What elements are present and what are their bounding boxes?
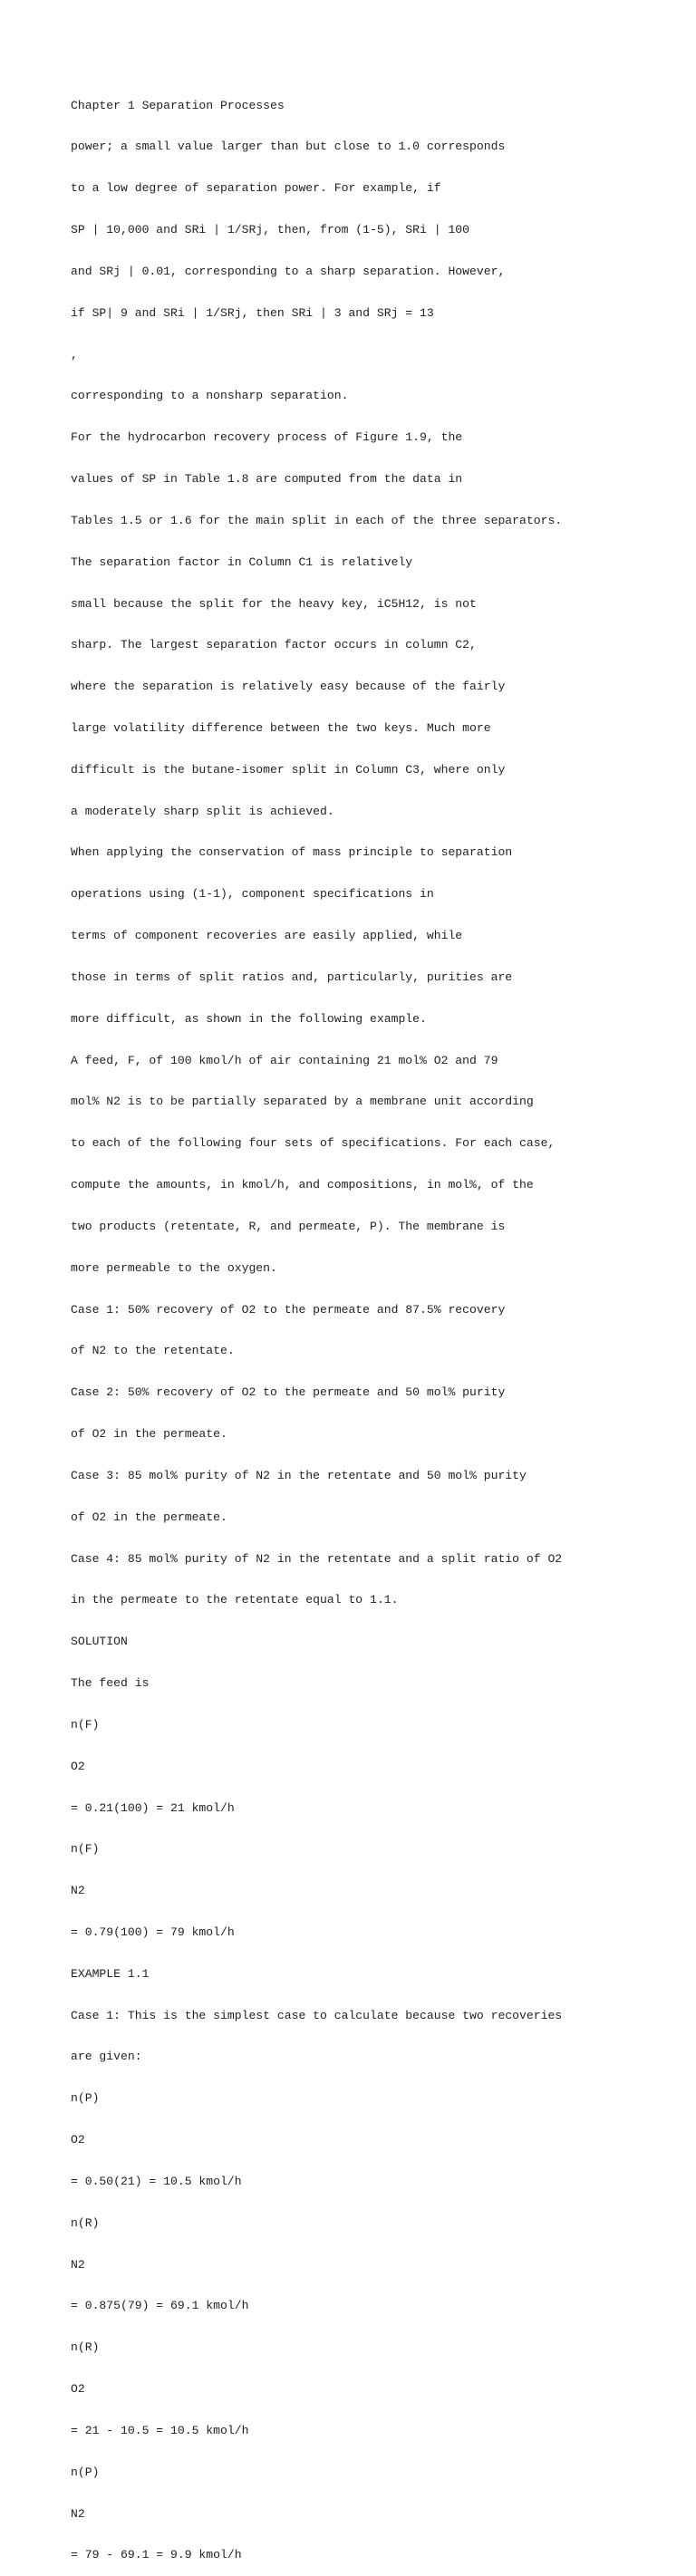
text-line: if SP| 9 and SRi | 1/SRj, then SRi | 3 and SRj = 13 — [71, 305, 434, 320]
text-line: two products (retentate, R, and permeate, P). The membrane is — [71, 1219, 506, 1233]
text-line: The separation factor in Column C1 is relatively — [71, 555, 413, 569]
text-line: small because the split for the heavy key, iC5H12, is not — [71, 596, 477, 611]
text-line: operations using (1-1), component specifications in — [71, 887, 434, 902]
text-line: Tables 1.5 or 1.6 for the main split in each of the three separators. — [71, 513, 563, 527]
text-line: Case 2: 50% recovery of O2 to the permeate and 50 mol% purity — [71, 1385, 506, 1400]
text-line: difficult is the butane-isomer split in Column C3, where only — [71, 762, 506, 777]
text-line: of O2 in the permeate. — [71, 1427, 227, 1442]
equation-line: = 0.50(21) = 10.5 kmol/h — [71, 2174, 242, 2188]
text-line: of N2 to the retentate. — [71, 1344, 235, 1358]
text-line: compute the amounts, in kmol/h, and compositions, in mol%, of the — [71, 1178, 534, 1192]
equation-line: O2 — [71, 1759, 85, 1773]
text-line: mol% N2 is to be partially separated by a membrane unit according — [71, 1095, 534, 1109]
text-line: those in terms of split ratios and, particularly, purities are — [71, 970, 513, 984]
example-label: EXAMPLE 1.1 — [71, 1966, 150, 1981]
text-line: a moderately sharp split is achieved. — [71, 804, 334, 818]
text-line: large volatility difference between the two keys. Much more — [71, 720, 491, 735]
text-line: more permeable to the oxygen. — [71, 1260, 277, 1275]
text-line: Case 1: This is the simplest case to calculate because two recoveries — [71, 2008, 563, 2022]
equation-line: n(R) — [71, 2215, 100, 2230]
equation-line: = 0.875(79) = 69.1 kmol/h — [71, 2299, 249, 2313]
text-line: power; a small value larger than but close to 1.0 corresponds — [71, 140, 506, 154]
equation-line: = 79 - 69.1 = 9.9 kmol/h — [71, 2548, 242, 2562]
equation-line: = 21 - 10.5 = 10.5 kmol/h — [71, 2423, 249, 2437]
text-line: values of SP in Table 1.8 are computed from the data in — [71, 472, 463, 487]
equation-line: N2 — [71, 1884, 85, 1898]
equation-line: O2 — [71, 2133, 85, 2147]
equation-line: n(R) — [71, 2340, 100, 2355]
chapter-header: Chapter 1 Separation Processes — [71, 98, 285, 112]
equation-line: N2 — [71, 2506, 85, 2521]
text-line: in the permeate to the retentate equal to 1.1. — [71, 1593, 399, 1607]
text-line: The feed is — [71, 1676, 150, 1691]
equation-line: O2 — [71, 2382, 85, 2397]
equation-line: = 0.21(100) = 21 kmol/h — [71, 1800, 235, 1815]
equation-line: n(F) — [71, 1717, 100, 1732]
equation-line: N2 — [71, 2257, 85, 2272]
equation-line: n(F) — [71, 1842, 100, 1857]
text-line: to a low degree of separation power. For example, if — [71, 181, 441, 196]
equation-line: = 0.79(100) = 79 kmol/h — [71, 1925, 235, 1939]
text-line: Case 1: 50% recovery of O2 to the permeate and 87.5% recovery — [71, 1302, 506, 1317]
equation-line: n(P) — [71, 2465, 100, 2479]
text-line: more difficult, as shown in the following example. — [71, 1011, 427, 1026]
text-line: corresponding to a nonsharp separation. — [71, 389, 349, 403]
text-line: Case 3: 85 mol% purity of N2 in the retentate and 50 mol% purity — [71, 1468, 527, 1482]
text-line: of O2 in the permeate. — [71, 1510, 227, 1524]
text-line: , — [71, 347, 78, 362]
text-line: and SRj | 0.01, corresponding to a sharp separation. However, — [71, 264, 506, 278]
text-line: sharp. The largest separation factor occurs in column C2, — [71, 638, 477, 652]
text-line: When applying the conservation of mass principle to separation — [71, 845, 513, 860]
text-line: are given: — [71, 2050, 142, 2064]
text-line: terms of component recoveries are easily applied, while — [71, 929, 463, 943]
text-line: where the separation is relatively easy because of the fairly — [71, 680, 506, 694]
text-line: SP | 10,000 and SRi | 1/SRj, then, from (1-5), SRi | 100 — [71, 223, 470, 237]
text-line: A feed, F, of 100 kmol/h of air containing 21 mol% O2 and 79 — [71, 1053, 498, 1067]
text-line: to each of the following four sets of specifications. For each case, — [71, 1136, 556, 1151]
text-line: Case 4: 85 mol% purity of N2 in the retentate and a split ratio of O2 — [71, 1551, 563, 1566]
text-line: For the hydrocarbon recovery process of Figure 1.9, the — [71, 430, 463, 445]
solution-heading: SOLUTION — [71, 1635, 128, 1649]
document-page — [71, 71, 687, 2576]
equation-line: n(P) — [71, 2091, 100, 2106]
